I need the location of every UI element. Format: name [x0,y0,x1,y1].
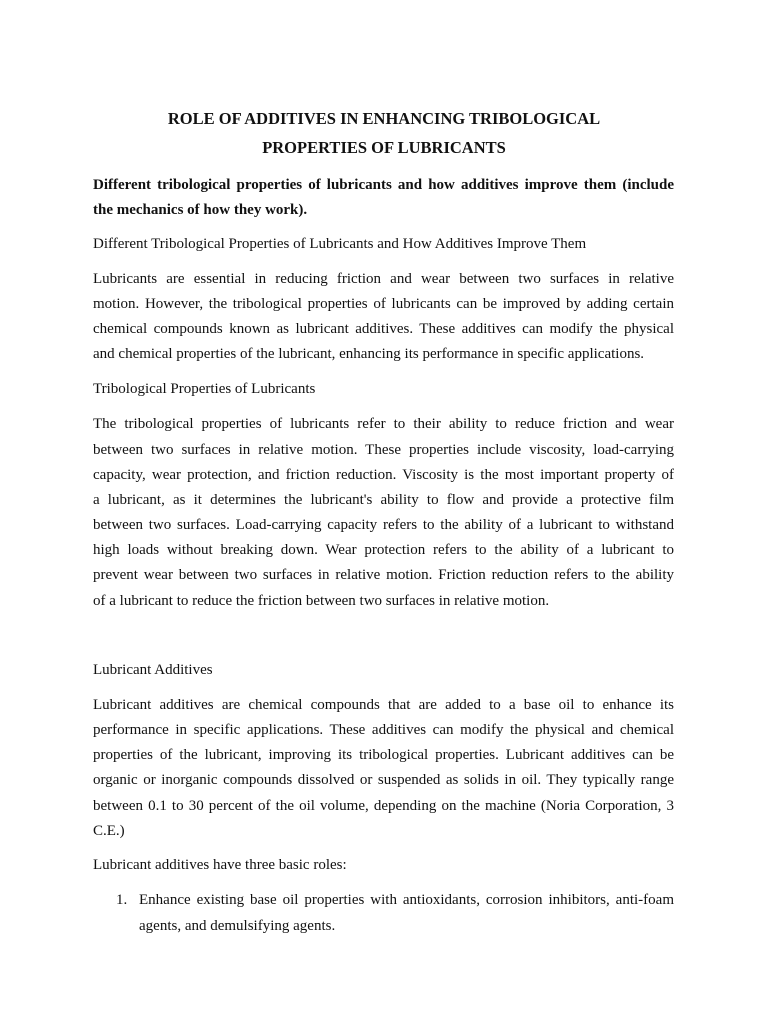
intro-line: Lubricants are essential in reducing friction and wear between two surfaces in relative [93,271,674,287]
list-item-line-1: Enhance existing base oil properties with antioxidants, corrosion inhibitors, anti-foam [139,892,674,908]
subheading: Different Tribological Properties of Lubricants and How Additives Improve Them [93,236,587,252]
intro-line: and chemical properties of the lubricant, enhancing its performance in specific applications. [93,346,645,362]
section2-line: C.E.) [93,823,125,839]
prompt-line-1: Different tribological properties of lubricants and how additives improve them (include [93,177,674,193]
section1-line: The tribological properties of lubricants refer to their ability to reduce friction and wear [93,416,674,432]
section1-heading: Tribological Properties of Lubricants [93,381,316,397]
section2-line: Lubricant additives are chemical compounds that are added to a base oil to enhance its [93,697,674,713]
section1-line: prevent wear between two surfaces in relative motion. Friction reduction refers to the ability [93,567,674,583]
section2-heading: Lubricant Additives [93,662,213,678]
section2-line: organic or inorganic compounds dissolved or suspended as solids in oil. They typically range [93,772,674,788]
section1-line: between two surfaces in relative motion. These properties include viscosity, load-carrying [93,442,674,458]
section2-line: between 0.1 to 30 percent of the oil volume, depending on the machine (Noria Corporation, 3 [93,798,674,814]
title-line-1: ROLE OF ADDITIVES IN ENHANCING TRIBOLOGICAL [167,109,601,128]
section1-line: between two surfaces. Load-carrying capacity refers to the ability of a lubricant to withstand [93,517,674,533]
list-item-line-2: agents, and demulsifying agents. [139,918,336,934]
list-number: 1. [116,892,128,908]
prompt-line-2: the mechanics of how they work). [93,202,308,218]
intro-line: motion. However, the tribological properties of lubricants can be improved by adding certain [93,296,674,312]
title-line-2: PROPERTIES OF LUBRICANTS [262,138,506,157]
section1-line: high loads without breaking down. Wear protection refers to the ability of a lubricant to [93,542,674,558]
intro-line: chemical compounds known as lubricant additives. These additives can modify the physical [93,321,674,337]
section2-line: performance in specific applications. These additives can modify the physical and chemical [93,722,674,738]
section1-line: of a lubricant to reduce the friction between two surfaces in relative motion. [93,593,550,609]
section1-line: capacity, wear protection, and friction reduction. Viscosity is the most important property of [93,467,674,483]
section1-line: a lubricant, as it determines the lubricant's ability to flow and provide a protective film [93,492,674,508]
roles-intro: Lubricant additives have three basic roles: [93,857,347,873]
section2-line: properties of the lubricant, improving its tribological properties. Lubricant additives can be [93,747,674,763]
